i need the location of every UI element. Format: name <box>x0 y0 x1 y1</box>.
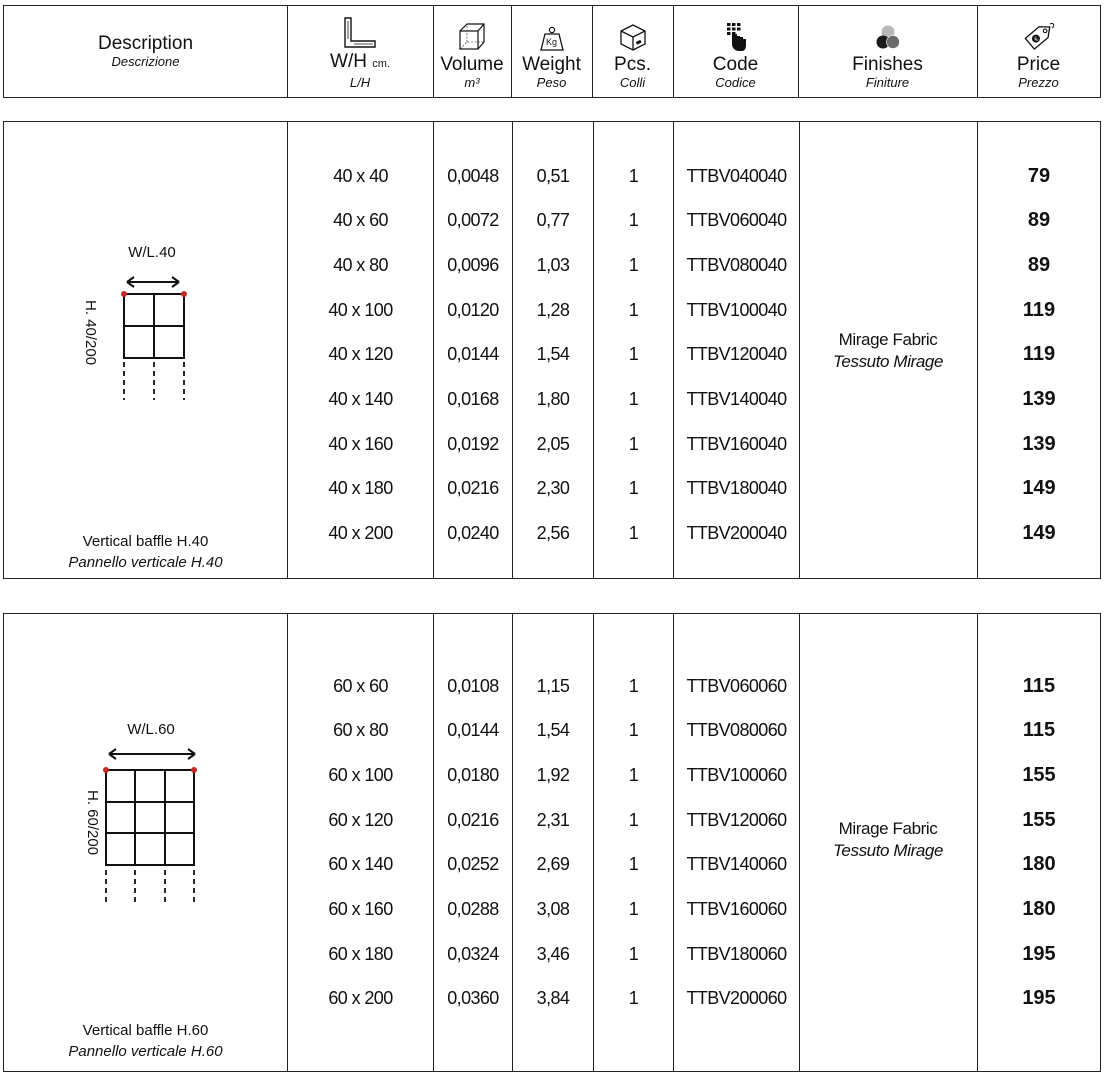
cell-size: 40 x 120 <box>328 344 393 365</box>
dimensions-icon <box>343 17 377 49</box>
header-code-label: Code <box>712 54 759 75</box>
cell-volume: 0,0096 <box>447 254 499 275</box>
cell-volume: 0,0324 <box>447 943 499 964</box>
color-circles-icon <box>873 24 903 52</box>
cell-pcs: 1 <box>628 254 639 275</box>
cell-price: 195 <box>1022 942 1056 965</box>
product-section-h60 <box>3 613 1101 1072</box>
cell-volume: 0,0072 <box>447 210 499 231</box>
table-header <box>3 5 1101 98</box>
cell-price: 115 <box>1022 674 1056 697</box>
caption-en: Vertical baffle H.60 <box>82 1022 209 1039</box>
cell-pcs: 1 <box>628 433 639 454</box>
header-wh-label: W/H <box>330 51 367 72</box>
cell-code: TTBV080040 <box>686 254 787 275</box>
cell-code: TTBV100040 <box>686 299 787 320</box>
finish-en: Mirage Fabric <box>838 819 938 838</box>
header-wh <box>287 6 433 97</box>
cell-size: 60 x 180 <box>328 943 393 964</box>
table-row <box>4 154 1100 198</box>
header-price-label: Price <box>1016 54 1061 75</box>
table-row <box>4 977 1100 1021</box>
cell-size: 60 x 140 <box>328 854 393 875</box>
cell-size: 60 x 100 <box>328 764 393 785</box>
cell-pcs: 1 <box>628 210 639 231</box>
cell-pcs: 1 <box>628 809 639 830</box>
cell-volume: 0,0252 <box>447 854 499 875</box>
cell-weight: 1,15 <box>536 675 570 696</box>
cell-weight: 0,51 <box>536 165 570 186</box>
header-weight-sub: Peso <box>536 75 567 90</box>
cell-code: TTBV180060 <box>686 943 787 964</box>
height-label: H. 60/200 <box>84 790 101 856</box>
cell-size: 40 x 180 <box>328 478 393 499</box>
kg-weight-icon <box>539 26 565 52</box>
cell-price: 149 <box>1022 522 1056 545</box>
cell-weight: 0,77 <box>536 210 570 231</box>
cell-size: 40 x 100 <box>328 299 393 320</box>
table-row <box>4 199 1100 243</box>
table-row <box>4 333 1100 377</box>
cell-price: 149 <box>1022 477 1056 500</box>
table-row <box>4 288 1100 332</box>
header-price <box>977 6 1100 97</box>
cell-code: TTBV160040 <box>686 433 787 454</box>
width-label: W/L.60 <box>127 721 175 738</box>
cell-size: 40 x 60 <box>333 210 388 231</box>
cell-pcs: 1 <box>628 299 639 320</box>
cell-price: 119 <box>1022 343 1056 366</box>
cell-volume: 0,0192 <box>447 433 499 454</box>
cell-price: 89 <box>1027 253 1051 276</box>
cell-volume: 0,0288 <box>447 899 499 919</box>
table-row <box>4 843 1100 887</box>
cell-pcs: 1 <box>628 943 639 964</box>
cell-size: 60 x 200 <box>328 988 393 1009</box>
caption-it: Pannello verticale H.60 <box>68 1043 223 1060</box>
table-row <box>4 378 1100 422</box>
finish-it: Tessuto Mirage <box>833 841 943 860</box>
box-package-icon <box>618 22 648 52</box>
keypad-hand-icon <box>724 22 748 52</box>
cell-volume: 0,0120 <box>447 299 499 320</box>
header-volume-sub: m³ <box>464 75 480 90</box>
cube-icon <box>457 22 487 52</box>
cell-pcs: 1 <box>628 988 639 1009</box>
header-price-sub: Prezzo <box>1018 75 1059 90</box>
header-code <box>673 6 798 97</box>
svg-text:€: € <box>1033 36 1040 44</box>
cell-code: TTBV180040 <box>686 478 787 499</box>
table-row <box>4 243 1100 287</box>
cell-pcs: 1 <box>628 165 639 186</box>
cell-volume: 0,0216 <box>447 809 499 830</box>
cell-price: 115 <box>1022 719 1056 742</box>
cell-price: 180 <box>1022 853 1056 876</box>
cell-size: 40 x 200 <box>328 523 393 544</box>
cell-code: TTBV140040 <box>686 389 787 409</box>
cell-price: 180 <box>1022 898 1056 920</box>
header-volume <box>433 6 511 97</box>
header-weight <box>511 6 592 97</box>
cell-volume: 0,0180 <box>447 764 499 785</box>
cell-weight: 1,80 <box>536 389 570 409</box>
cell-pcs: 1 <box>628 899 639 919</box>
header-description <box>4 6 287 97</box>
cell-volume: 0,0240 <box>447 523 499 544</box>
section-caption <box>4 1020 287 1062</box>
cell-volume: 0,0360 <box>447 988 499 1009</box>
kg-icon-text: Kg <box>545 37 557 47</box>
finish-en: Mirage Fabric <box>838 330 938 349</box>
cell-weight: 1,28 <box>536 299 570 320</box>
cell-size: 60 x 80 <box>333 720 388 741</box>
cell-pcs: 1 <box>628 764 639 785</box>
cell-weight: 3,08 <box>536 899 570 919</box>
cell-volume: 0,0144 <box>447 720 499 741</box>
header-finishes-sub: Finiture <box>865 75 910 90</box>
width-label: W/L.40 <box>128 244 176 261</box>
table-row <box>4 709 1100 753</box>
cell-price: 139 <box>1022 388 1056 410</box>
cell-code: TTBV120060 <box>686 809 787 830</box>
cell-price: 155 <box>1022 808 1056 831</box>
table-row <box>4 512 1100 556</box>
table-row <box>4 422 1100 466</box>
height-label: H. 40/200 <box>82 300 99 366</box>
cell-price: 119 <box>1022 298 1056 321</box>
header-code-sub: Codice <box>715 75 756 90</box>
cell-price: 89 <box>1027 209 1051 232</box>
finish-it: Tessuto Mirage <box>833 352 943 371</box>
cell-pcs: 1 <box>628 675 639 696</box>
cell-size: 40 x 140 <box>328 389 393 409</box>
cell-volume: 0,0168 <box>447 389 499 409</box>
cell-size: 60 x 160 <box>328 899 393 919</box>
product-section-h40 <box>3 121 1101 579</box>
cell-weight: 1,03 <box>536 254 570 275</box>
header-description-label: Description <box>97 33 194 54</box>
cell-price: 79 <box>1027 164 1051 187</box>
header-wh-unit: cm. <box>372 58 390 70</box>
header-pcs-label: Pcs. <box>614 54 651 75</box>
cell-weight: 2,05 <box>536 433 570 454</box>
cell-pcs: 1 <box>628 720 639 741</box>
cell-price: 139 <box>1022 432 1056 455</box>
cell-code: TTBV100060 <box>686 764 787 785</box>
cell-pcs: 1 <box>628 523 639 544</box>
cell-weight: 1,92 <box>536 764 570 785</box>
cell-code: TTBV200060 <box>686 988 787 1009</box>
cell-pcs: 1 <box>628 854 639 875</box>
cell-weight: 2,30 <box>536 478 570 499</box>
cell-weight: 1,54 <box>536 720 570 741</box>
cell-code: TTBV040040 <box>686 165 787 186</box>
cell-size: 40 x 40 <box>333 165 388 186</box>
cell-price: 195 <box>1022 987 1056 1010</box>
price-tag-icon <box>1021 20 1057 52</box>
cell-size: 60 x 60 <box>333 675 388 696</box>
cell-code: TTBV060040 <box>686 210 787 231</box>
cell-size: 40 x 80 <box>333 254 388 275</box>
cell-size: 60 x 120 <box>328 809 393 830</box>
cell-weight: 2,31 <box>536 809 570 830</box>
cell-volume: 0,0108 <box>447 675 499 696</box>
cell-code: TTBV080060 <box>686 720 787 741</box>
cell-pcs: 1 <box>628 478 639 499</box>
header-pcs <box>592 6 673 97</box>
cell-size: 40 x 160 <box>328 433 393 454</box>
cell-weight: 2,69 <box>536 854 570 875</box>
cell-price: 155 <box>1022 763 1056 786</box>
cell-pcs: 1 <box>628 344 639 365</box>
header-weight-label: Weight <box>522 54 581 75</box>
cell-weight: 2,56 <box>536 523 570 544</box>
header-description-sub: Descrizione <box>111 54 180 69</box>
cell-weight: 1,54 <box>536 344 570 365</box>
cell-code: TTBV160060 <box>686 899 787 919</box>
header-pcs-sub: Colli <box>619 75 646 90</box>
cell-weight: 3,46 <box>536 943 570 964</box>
cell-volume: 0,0216 <box>447 478 499 499</box>
header-wh-sub: L/H <box>349 75 371 90</box>
table-row <box>4 753 1100 797</box>
cell-volume: 0,0048 <box>447 165 499 186</box>
caption-en: Vertical baffle H.40 <box>82 533 209 550</box>
cell-weight: 3,84 <box>536 988 570 1009</box>
table-row <box>4 888 1100 932</box>
table-row <box>4 664 1100 708</box>
cell-code: TTBV200040 <box>686 523 787 544</box>
header-volume-label: Volume <box>440 54 504 75</box>
header-finishes <box>798 6 977 97</box>
header-finishes-label: Finishes <box>852 54 923 75</box>
cell-code: TTBV120040 <box>686 344 787 365</box>
caption-it: Pannello verticale H.40 <box>68 554 223 571</box>
cell-pcs: 1 <box>628 389 639 409</box>
table-row <box>4 932 1100 976</box>
table-row <box>4 467 1100 511</box>
cell-code: TTBV140060 <box>686 854 787 875</box>
table-row <box>4 798 1100 842</box>
cell-volume: 0,0144 <box>447 344 499 365</box>
cell-code: TTBV060060 <box>686 675 787 696</box>
